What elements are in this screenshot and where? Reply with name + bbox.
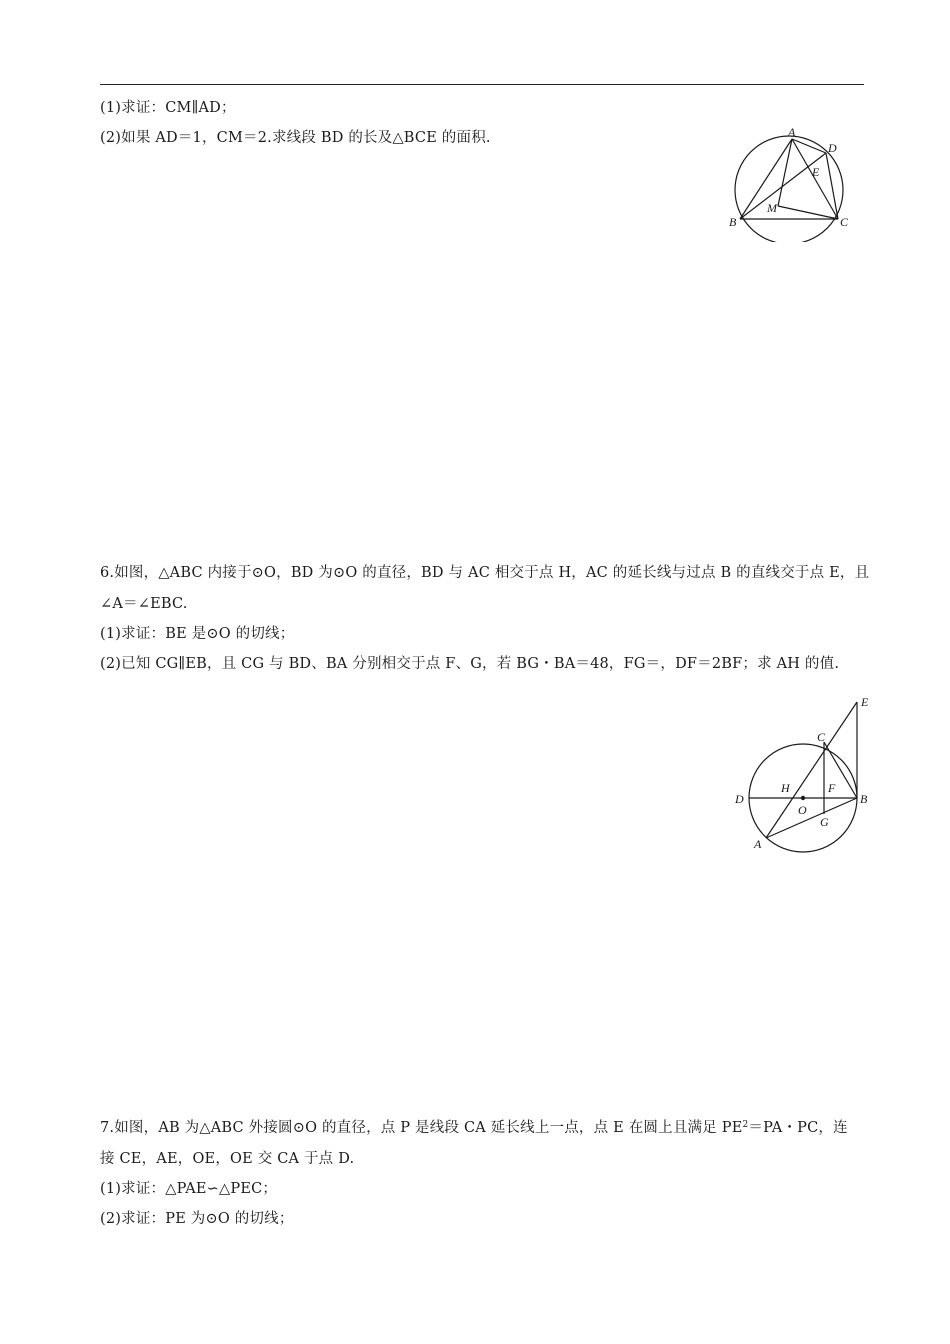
q6-stem-line2: ∠A＝∠EBC. <box>100 596 188 612</box>
q6-label-f: F <box>828 781 836 795</box>
q6-label-c: C <box>817 730 826 744</box>
q5-label-e: E <box>812 165 820 179</box>
q7-stem-line1-b: ＝PA・PC，连 <box>748 1120 848 1136</box>
q7-part2: (2)求证：PE 为⊙O 的切线； <box>100 1211 294 1227</box>
q5-label-d: D <box>828 141 837 155</box>
q6-label-g: G <box>820 815 829 829</box>
q7-stem-line1-a: 7.如图，AB 为△ABC 外接圆⊙O 的直径，点 P 是线段 CA 延长线上一点，点 E 在圆上且满足 PE <box>100 1120 743 1136</box>
q5-segment-mc <box>778 206 838 219</box>
q6-stem-line1: 6.如图，△ABC 内接于⊙O，BD 为⊙O 的直径，BD 与 AC 相交于点 H，AC 的延长线与过点 B 的直线交于点 E，且 <box>100 565 870 581</box>
q5-segment-bd <box>740 153 826 219</box>
q6-part2: (2)已知 CG∥EB，且 CG 与 BD、BA 分别相交于点 F、G，若 BG・BA＝48，FG＝，DF＝2BF；求 AH 的值. <box>100 656 840 672</box>
header-rule <box>100 84 864 85</box>
q5-part1: (1)求证：CM∥AD； <box>100 100 236 116</box>
q6-label-a: A <box>754 837 762 851</box>
q5-label-m: M <box>767 201 777 215</box>
q5-part2: (2)如果 AD＝1，CM＝2.求线段 BD 的长及△BCE 的面积. <box>100 130 491 146</box>
q6-center-dot <box>801 796 804 799</box>
q7-stem-line1-sup: 2 <box>742 1120 749 1130</box>
q5-label-c: C <box>840 215 849 229</box>
q6-label-o: O <box>798 803 807 817</box>
q6-label-e: E <box>861 695 869 709</box>
q7-part1: (1)求证：△PAE∽△PEC； <box>100 1181 278 1197</box>
q5-figure <box>722 122 862 242</box>
q6-label-d: D <box>735 792 744 806</box>
q7-stem-line2: 接 CE，AE，OE，OE 交 CA 于点 D. <box>100 1151 355 1167</box>
q5-label-b: B <box>729 215 737 229</box>
q6-figure <box>728 690 878 860</box>
q5-label-a: A <box>788 125 796 139</box>
q6-label-h: H <box>781 781 790 795</box>
q7-stem-line1 <box>100 1118 848 1138</box>
q6-label-b: B <box>860 792 868 806</box>
q6-part1: (1)求证：BE 是⊙O 的切线； <box>100 626 295 642</box>
